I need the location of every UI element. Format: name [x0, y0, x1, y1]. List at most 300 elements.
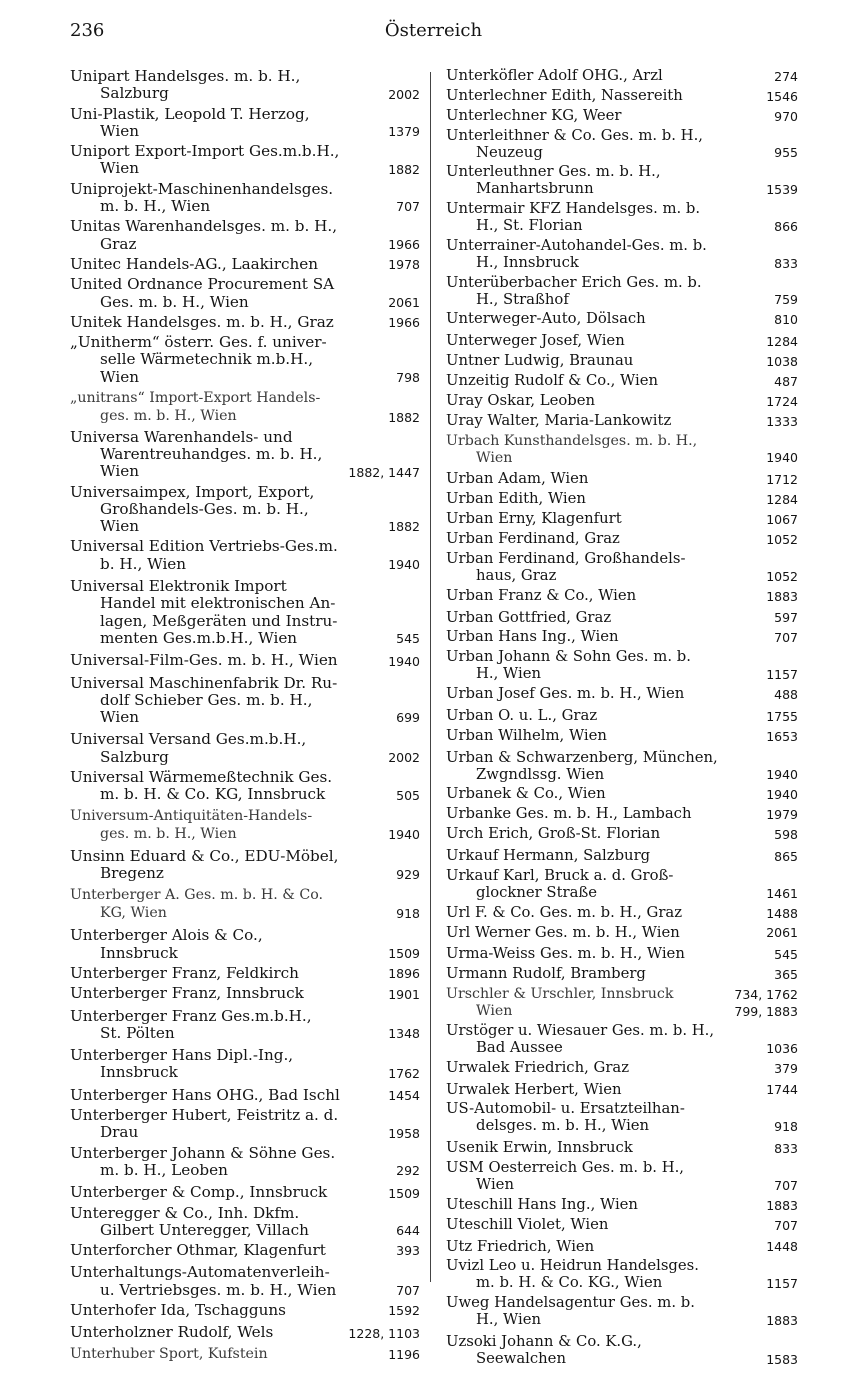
entry-reference-number: 1546 [766, 88, 798, 104]
entry-name: Unterköfler Adolf OHG., Arzl [446, 67, 663, 84]
entry-name: Urban Ferdinand, Großhandels- [446, 549, 686, 567]
entry-line [70, 446, 420, 463]
entry-line [70, 1282, 420, 1299]
directory-entry [446, 353, 798, 370]
entry-line [446, 1040, 798, 1057]
directory-entry [446, 946, 798, 963]
entry-reference-number: 955 [774, 145, 798, 161]
entry-line [446, 1118, 798, 1135]
entry-reference-number: 1454 [388, 1088, 420, 1104]
right-column [446, 68, 798, 1371]
entry-continuation: dolf Schieber Ges. m. b. H., [100, 690, 313, 709]
entry-line [446, 68, 798, 85]
entry-line [446, 471, 798, 488]
directory-entry [446, 966, 798, 983]
entry-line [70, 1064, 420, 1081]
entry-reference-number: 2061 [388, 294, 420, 310]
entry-continuation: Wien [100, 462, 139, 481]
entry-line [446, 610, 798, 627]
entry-reference-number: 1966 [388, 236, 420, 252]
entry-line [446, 238, 798, 255]
entry-continuation: H., Innsbruck [476, 253, 579, 271]
entry-line [70, 613, 420, 630]
entry-reference-number: 1940 [766, 787, 798, 803]
entry-reference-number: 1940 [766, 767, 798, 783]
entry-reference-number: 1348 [388, 1026, 420, 1042]
entry-line [70, 692, 420, 709]
entry-name: Unterberger Hubert, Feistritz a. d. [70, 1106, 339, 1125]
entry-name: Universal Versand Ges.m.b.H., [70, 730, 307, 749]
entry-reference-number: 365 [774, 967, 798, 983]
entry-line [70, 1264, 420, 1281]
entry-line [446, 433, 798, 450]
entry-reference-number: 799, 1883 [734, 1003, 798, 1019]
entry-line [446, 353, 798, 370]
entry-reference-number: 1448 [766, 1239, 798, 1255]
entry-continuation: KG, Wien [100, 905, 167, 922]
entry-reference-number: 292 [396, 1163, 420, 1179]
entry-name: Urwalek Friedrich, Graz [446, 1058, 630, 1076]
entry-reference-number: 866 [774, 218, 798, 234]
entry-line [446, 629, 798, 646]
entry-name: Uni-Plastik, Leopold T. Herzog, [70, 104, 310, 123]
entry-reference-number: 1067 [766, 512, 798, 527]
entry-continuation: Warentreuhandges. m. b. H., [100, 444, 323, 463]
entry-name: Unterweger-Auto, Dölsach [446, 310, 646, 328]
directory-entry [70, 1324, 420, 1341]
entry-continuation: Wien [476, 1003, 513, 1019]
directory-entry [446, 551, 798, 585]
directory-entry [446, 201, 798, 235]
entry-line [70, 276, 420, 293]
entry-line [446, 128, 798, 145]
entry-continuation: Wien [100, 367, 139, 386]
directory-entry [446, 275, 798, 309]
entry-reference-number: 1228, 1103 [348, 1325, 420, 1341]
entry-line [70, 769, 420, 786]
directory-entry [446, 1334, 798, 1368]
entry-line [70, 556, 420, 573]
entry-line [446, 649, 798, 666]
entry-line [446, 826, 798, 843]
entry-line [446, 1160, 798, 1177]
directory-entry [70, 106, 420, 141]
entry-line [70, 848, 420, 865]
directory-entry [446, 471, 798, 488]
entry-line [446, 1003, 798, 1020]
entry-continuation: m. b. H., Wien [100, 197, 211, 216]
entry-line [70, 865, 420, 882]
entry-name: Unterlechner KG, Weer [446, 106, 622, 124]
directory-entry [446, 1217, 798, 1234]
directory-entry [446, 588, 798, 605]
entry-name: Unitas Warenhandelsges. m. b. H., [70, 217, 338, 236]
entry-name: Urwalek Herbert, Wien [446, 1080, 622, 1098]
entry-name: Unitec Handels-AG., Laakirchen [70, 254, 319, 273]
directory-entry [446, 491, 798, 508]
entry-line [446, 708, 798, 725]
entry-name: Urban Ferdinand, Graz [446, 530, 620, 547]
entry-reference-number: 487 [774, 373, 798, 389]
entry-line [446, 1258, 798, 1275]
left-column [70, 68, 420, 1366]
directory-entry [70, 731, 420, 766]
directory-entry [446, 333, 798, 350]
entry-line [446, 946, 798, 963]
entry-name: Urma-Weiss Ges. m. b. H., Wien [446, 945, 685, 963]
entry-name: Uniport Export-Import Ges.m.b.H., [70, 142, 340, 161]
entry-name: Uray Oskar, Leoben [446, 391, 596, 409]
entry-name: Unterforcher Othmar, Klagenfurt [70, 1241, 326, 1260]
directory-entry [446, 238, 798, 272]
entry-name: Urbanek & Co., Wien [446, 785, 606, 803]
entry-reference-number: 545 [396, 631, 420, 647]
entry-reference-number: 1653 [766, 728, 798, 744]
entry-name: Urban Johann & Sohn Ges. m. b. [446, 648, 691, 666]
entry-line [446, 885, 798, 902]
entry-name: Urban Gottfried, Graz [446, 608, 612, 626]
page-number: 236 [70, 20, 105, 41]
entry-reference-number: 1744 [766, 1082, 798, 1098]
directory-entry [70, 652, 420, 669]
entry-continuation: Manhartsbrunn [476, 180, 594, 198]
entry-name: Unterleithner & Co. Ges. m. b. H., [446, 126, 703, 144]
entry-line [70, 236, 420, 253]
entry-name: Untermair KFZ Handelsges. m. b. [446, 200, 701, 218]
entry-line [70, 945, 420, 962]
entry-line [70, 749, 420, 766]
entry-line [446, 1023, 798, 1040]
directory-entry [70, 927, 420, 962]
entry-reference-number: 1379 [388, 124, 420, 140]
entry-reference-number: 1940 [388, 557, 420, 573]
entry-line [70, 314, 420, 331]
entry-line [70, 825, 420, 843]
entry-reference-number: 379 [774, 1060, 798, 1076]
entry-name: Urschler & Urschler, Innsbruck [446, 986, 674, 1003]
entry-name: Unteregger & Co., Inh. Dkfm. [70, 1203, 300, 1222]
entry-name: Universal Edition Vertriebs-Ges.m. [70, 537, 338, 556]
entry-name: Universal Elektronik Import [70, 577, 287, 596]
entry-name: Unterleuthner Ges. m. b. H., [446, 163, 661, 181]
entry-name: Unterweger Josef, Wien [446, 332, 625, 350]
entry-line [446, 333, 798, 350]
directory-entry [70, 965, 420, 982]
entry-line [446, 393, 798, 410]
entry-line [70, 1302, 420, 1319]
entry-reference-number: 1979 [766, 807, 798, 823]
entry-reference-number: 707 [396, 199, 420, 215]
entry-name: Unterberger Hans OHG., Bad Ischl [70, 1085, 340, 1104]
entry-line [70, 1205, 420, 1222]
entry-reference-number: 2002 [388, 86, 420, 102]
entry-name: Utz Friedrich, Wien [446, 1237, 595, 1255]
entry-reference-number: 798 [396, 370, 420, 386]
entry-continuation: Wien [100, 708, 139, 727]
entry-line [70, 181, 420, 198]
entry-line [70, 807, 420, 825]
directory-entry [446, 610, 798, 627]
entry-line [446, 786, 798, 803]
entry-continuation: St. Pölten [100, 1023, 175, 1042]
entry-line [446, 1140, 798, 1157]
entry-reference-number: 1882 [388, 161, 420, 177]
entry-reference-number: 1883 [766, 1312, 798, 1328]
entry-reference-number: 488 [774, 686, 798, 702]
directory-entry [70, 985, 420, 1002]
entry-reference-number: 274 [774, 68, 798, 84]
entry-reference-number: 1883 [766, 1197, 798, 1213]
entry-reference-number: 707 [396, 1283, 420, 1298]
entry-line [70, 1184, 420, 1201]
directory-entry [446, 108, 798, 125]
entry-continuation: Bad Aussee [476, 1038, 563, 1056]
entry-name: Urban Erny, Klagenfurt [446, 510, 622, 528]
entry-line [70, 886, 420, 904]
entry-line [446, 1334, 798, 1351]
entry-name: Urstöger u. Wiesauer Ges. m. b. H., [446, 1021, 715, 1039]
entry-reference-number: 1157 [766, 1276, 798, 1292]
entry-continuation: Neuzeug [476, 143, 543, 161]
directory-entry [446, 393, 798, 410]
entry-name: Unzeitig Rudolf & Co., Wien [446, 372, 659, 389]
directory-entry [446, 511, 798, 528]
entry-continuation: Wien [476, 449, 513, 466]
entry-reference-number: 1882 [388, 519, 420, 535]
entry-line [446, 1312, 798, 1329]
entry-line [446, 164, 798, 181]
entry-continuation: glockner Straße [476, 883, 598, 901]
entry-line [70, 630, 420, 647]
entry-continuation: Salzburg [100, 84, 169, 103]
directory-entry [70, 578, 420, 647]
entry-line [446, 491, 798, 508]
entry-line [70, 369, 420, 386]
entry-line [446, 413, 798, 430]
entry-continuation: Drau [100, 1123, 139, 1142]
entry-name: Urban O. u. L., Graz [446, 706, 598, 724]
entry-continuation: Wien [100, 159, 139, 178]
entry-reference-number: 1038 [766, 354, 798, 369]
entry-name: Urban Edith, Wien [446, 490, 586, 508]
entry-line [446, 1275, 798, 1292]
entry-line [446, 108, 798, 125]
entry-name: Urban Franz & Co., Wien [446, 586, 637, 604]
directory-entry [446, 925, 798, 942]
entry-line [446, 511, 798, 528]
entry-reference-number: 1461 [766, 885, 798, 901]
entry-line [70, 1008, 420, 1025]
entry-line [70, 256, 420, 273]
directory-entry [70, 807, 420, 844]
directory-entry [446, 164, 798, 198]
entry-continuation: lagen, Meßgeräten und Instru- [100, 611, 338, 630]
entry-reference-number: 1940 [388, 653, 420, 669]
entry-name: Unterrainer-Autohandel-Ges. m. b. [446, 236, 707, 254]
entry-line [446, 292, 798, 309]
directory-entry [446, 905, 798, 922]
entry-line [446, 767, 798, 784]
entry-reference-number: 1036 [766, 1040, 798, 1056]
entry-continuation: Handel mit elektronischen An- [100, 594, 336, 613]
entry-name: Unterberger A. Ges. m. b. H. & Co. [70, 886, 324, 903]
entry-line [446, 311, 798, 328]
entry-reference-number: 1539 [766, 182, 798, 198]
directory-entry [446, 848, 798, 865]
entry-continuation: Ges. m. b. H., Wien [100, 292, 249, 311]
directory-entry [70, 1242, 420, 1259]
entry-line [70, 351, 420, 368]
entry-line [70, 595, 420, 612]
page-title: Österreich [384, 20, 483, 41]
entry-continuation: Wien [100, 121, 139, 140]
entry-reference-number: 1284 [766, 492, 798, 508]
entry-line [446, 848, 798, 865]
entry-name: Urbach Kunsthandelsges. m. b. H., [446, 432, 698, 449]
directory-entry [446, 311, 798, 328]
entry-line [70, 578, 420, 595]
entry-reference-number: 597 [774, 610, 798, 626]
entry-reference-number: 1883 [766, 588, 798, 604]
directory-entry [70, 886, 420, 923]
entry-line [446, 1101, 798, 1118]
entry-continuation: Großhandels-Ges. m. b. H., [100, 499, 309, 518]
entry-reference-number: 1958 [388, 1125, 420, 1141]
entry-line [70, 904, 420, 922]
entry-reference-number: 2061 [766, 925, 798, 941]
entry-line [446, 1217, 798, 1234]
entry-reference-number: 505 [396, 787, 420, 803]
entry-name: Uteschill Violet, Wien [446, 1215, 609, 1233]
directory-entry [446, 986, 798, 1020]
entry-line [446, 1351, 798, 1368]
entry-line [70, 1345, 420, 1363]
entry-reference-number: 1901 [388, 986, 420, 1002]
directory-entry [446, 708, 798, 725]
entry-name: Universum-Antiquitäten-Handels- [70, 807, 313, 824]
directory-entry [446, 868, 798, 902]
directory-entry [446, 68, 798, 85]
entry-reference-number: 970 [774, 108, 798, 124]
entry-line [70, 429, 420, 446]
entry-name: Urban Wilhelm, Wien [446, 726, 607, 744]
entry-reference-number: 393 [396, 1243, 420, 1259]
entry-name: Unipart Handelsges. m. b. H., [70, 67, 301, 85]
entry-line [446, 750, 798, 767]
entry-continuation: H., Wien [476, 665, 541, 683]
directory-entry [446, 1082, 798, 1099]
entry-reference-number: 759 [774, 292, 798, 308]
entry-continuation: Graz [100, 234, 137, 253]
entry-name: Uzsoki Johann & Co. K.G., [446, 1332, 642, 1350]
entry-line [70, 1124, 420, 1141]
directory-entry [446, 88, 798, 105]
entry-continuation: b. H., Wien [100, 554, 187, 573]
directory-entry [446, 629, 798, 646]
entry-continuation: Innsbruck [100, 943, 178, 962]
entry-line [70, 463, 420, 480]
entry-reference-number: 1592 [388, 1303, 420, 1319]
entry-continuation: Innsbruck [100, 1063, 178, 1082]
entry-reference-number: 1966 [388, 315, 420, 331]
entry-line [70, 731, 420, 748]
directory-entry [446, 826, 798, 843]
directory-entry [446, 686, 798, 703]
entry-continuation: m. b. H., Leoben [100, 1160, 228, 1179]
directory-entry [446, 1197, 798, 1214]
entry-line [70, 1145, 420, 1162]
entry-line [446, 986, 798, 1003]
entry-line [446, 728, 798, 745]
entry-line [446, 275, 798, 292]
entry-continuation: m. b. H. & Co. KG, Innsbruck [100, 785, 326, 804]
entry-line [70, 123, 420, 140]
directory-entry [446, 1160, 798, 1194]
directory-entry [446, 1101, 798, 1135]
entry-name: Urkauf Karl, Bruck a. d. Groß- [446, 866, 674, 884]
entry-line [70, 407, 420, 425]
entry-continuation: ges. m. b. H., Wien [100, 408, 237, 425]
entry-continuation: u. Vertriebsges. m. b. H., Wien [100, 1280, 337, 1299]
entry-line [446, 868, 798, 885]
entry-name: Unterberger & Comp., Innsbruck [70, 1183, 328, 1202]
entry-reference-number: 1940 [388, 827, 420, 843]
directory-entry [446, 1140, 798, 1157]
entry-line [70, 160, 420, 177]
directory-entry [70, 256, 420, 273]
entry-line [70, 294, 420, 311]
entry-line [70, 106, 420, 123]
entry-name: Unterhofer Ida, Tschagguns [70, 1301, 286, 1319]
entry-name: Unterhuber Sport, Kufstein [70, 1345, 268, 1362]
entry-reference-number: 1583 [766, 1351, 798, 1367]
directory-entry [70, 484, 420, 536]
entry-reference-number: 1196 [388, 1346, 420, 1362]
directory-entry [70, 1345, 420, 1363]
directory-entry [446, 413, 798, 430]
entry-continuation: Salzburg [100, 747, 169, 766]
entry-continuation: Gilbert Unteregger, Villach [100, 1220, 309, 1239]
entry-reference-number: 707 [774, 630, 798, 646]
directory-entry [446, 1023, 798, 1057]
entry-continuation: Zwgndlssg. Wien [476, 765, 605, 783]
entry-line [70, 985, 420, 1002]
directory-entry [446, 806, 798, 823]
entry-name: Urban Adam, Wien [446, 470, 589, 488]
entry-reference-number: 1052 [766, 568, 798, 584]
entry-line [446, 568, 798, 585]
entry-reference-number: 1724 [766, 393, 798, 409]
entry-name: Unterüberbacher Erich Ges. m. b. [446, 273, 702, 291]
entry-name: Universa Warenhandels- und [70, 427, 293, 446]
directory-entry [70, 1145, 420, 1180]
entry-name: Untner Ludwig, Braunau [446, 352, 634, 370]
entry-name: Unterhaltungs-Automatenverleih- [70, 1263, 330, 1282]
directory-entry [70, 1184, 420, 1201]
entry-name: Unterberger Franz Ges.m.b.H., [70, 1006, 312, 1025]
entry-name: Unterberger Johann & Söhne Ges. [70, 1143, 336, 1162]
directory-entry [70, 1087, 420, 1104]
directory-entry [70, 1264, 420, 1299]
entry-continuation: selle Wärmetechnik m.b.H., [100, 350, 314, 369]
entry-reference-number: 1940 [766, 450, 798, 466]
entry-continuation: H., St. Florian [476, 217, 583, 234]
entry-continuation: haus, Graz [476, 566, 557, 584]
entry-name: Urban Hans Ing., Wien [446, 628, 619, 646]
directory-entry [70, 429, 420, 481]
directory-entry [70, 769, 420, 804]
entry-line [446, 450, 798, 467]
